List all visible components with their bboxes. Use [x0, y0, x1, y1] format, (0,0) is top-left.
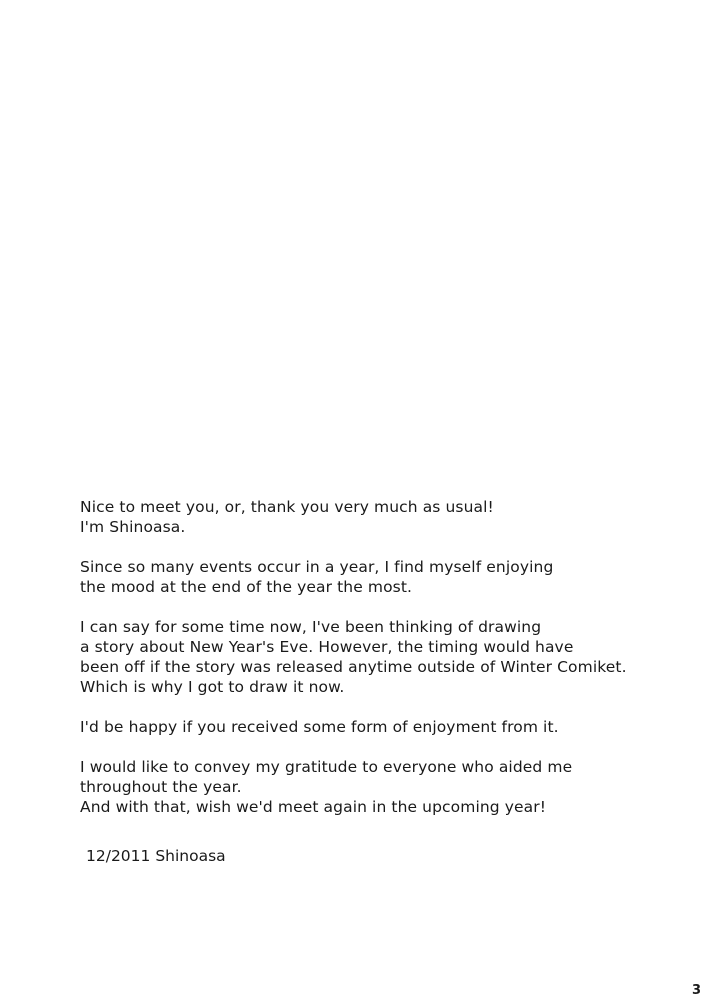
text-line: the mood at the end of the year the most.	[80, 578, 413, 596]
paragraph-events	[80, 557, 695, 597]
paragraph-enjoyment	[80, 717, 695, 737]
text-line: I would like to convey my gratitude to everyone who aided me	[80, 758, 573, 776]
text-line: been off if the story was released anytime outside of Winter Comiket.	[80, 658, 627, 676]
text-line: Which is why I got to draw it now.	[80, 678, 345, 696]
text-line: And with that, wish we'd meet again in the upcoming year!	[80, 798, 547, 816]
text-line: I'd be happy if you received some form of enjoyment from it.	[80, 718, 559, 736]
text-line: Nice to meet you, or, thank you very much as usual!	[80, 498, 494, 516]
text-line: Since so many events occur in a year, I find myself enjoying	[80, 558, 554, 576]
paragraph-story	[80, 617, 695, 697]
afterword-text	[80, 497, 695, 837]
text-line: I can say for some time now, I've been thinking of drawing	[80, 618, 542, 636]
paragraph-greeting	[80, 497, 695, 537]
page-number: 3	[692, 983, 701, 998]
text-line: a story about New Year's Eve. However, the timing would have	[80, 638, 574, 656]
text-line: I'm Shinoasa.	[80, 518, 186, 536]
signature-date: 12/2011 Shinoasa	[86, 847, 226, 865]
text-line: throughout the year.	[80, 778, 242, 796]
paragraph-gratitude	[80, 757, 695, 817]
